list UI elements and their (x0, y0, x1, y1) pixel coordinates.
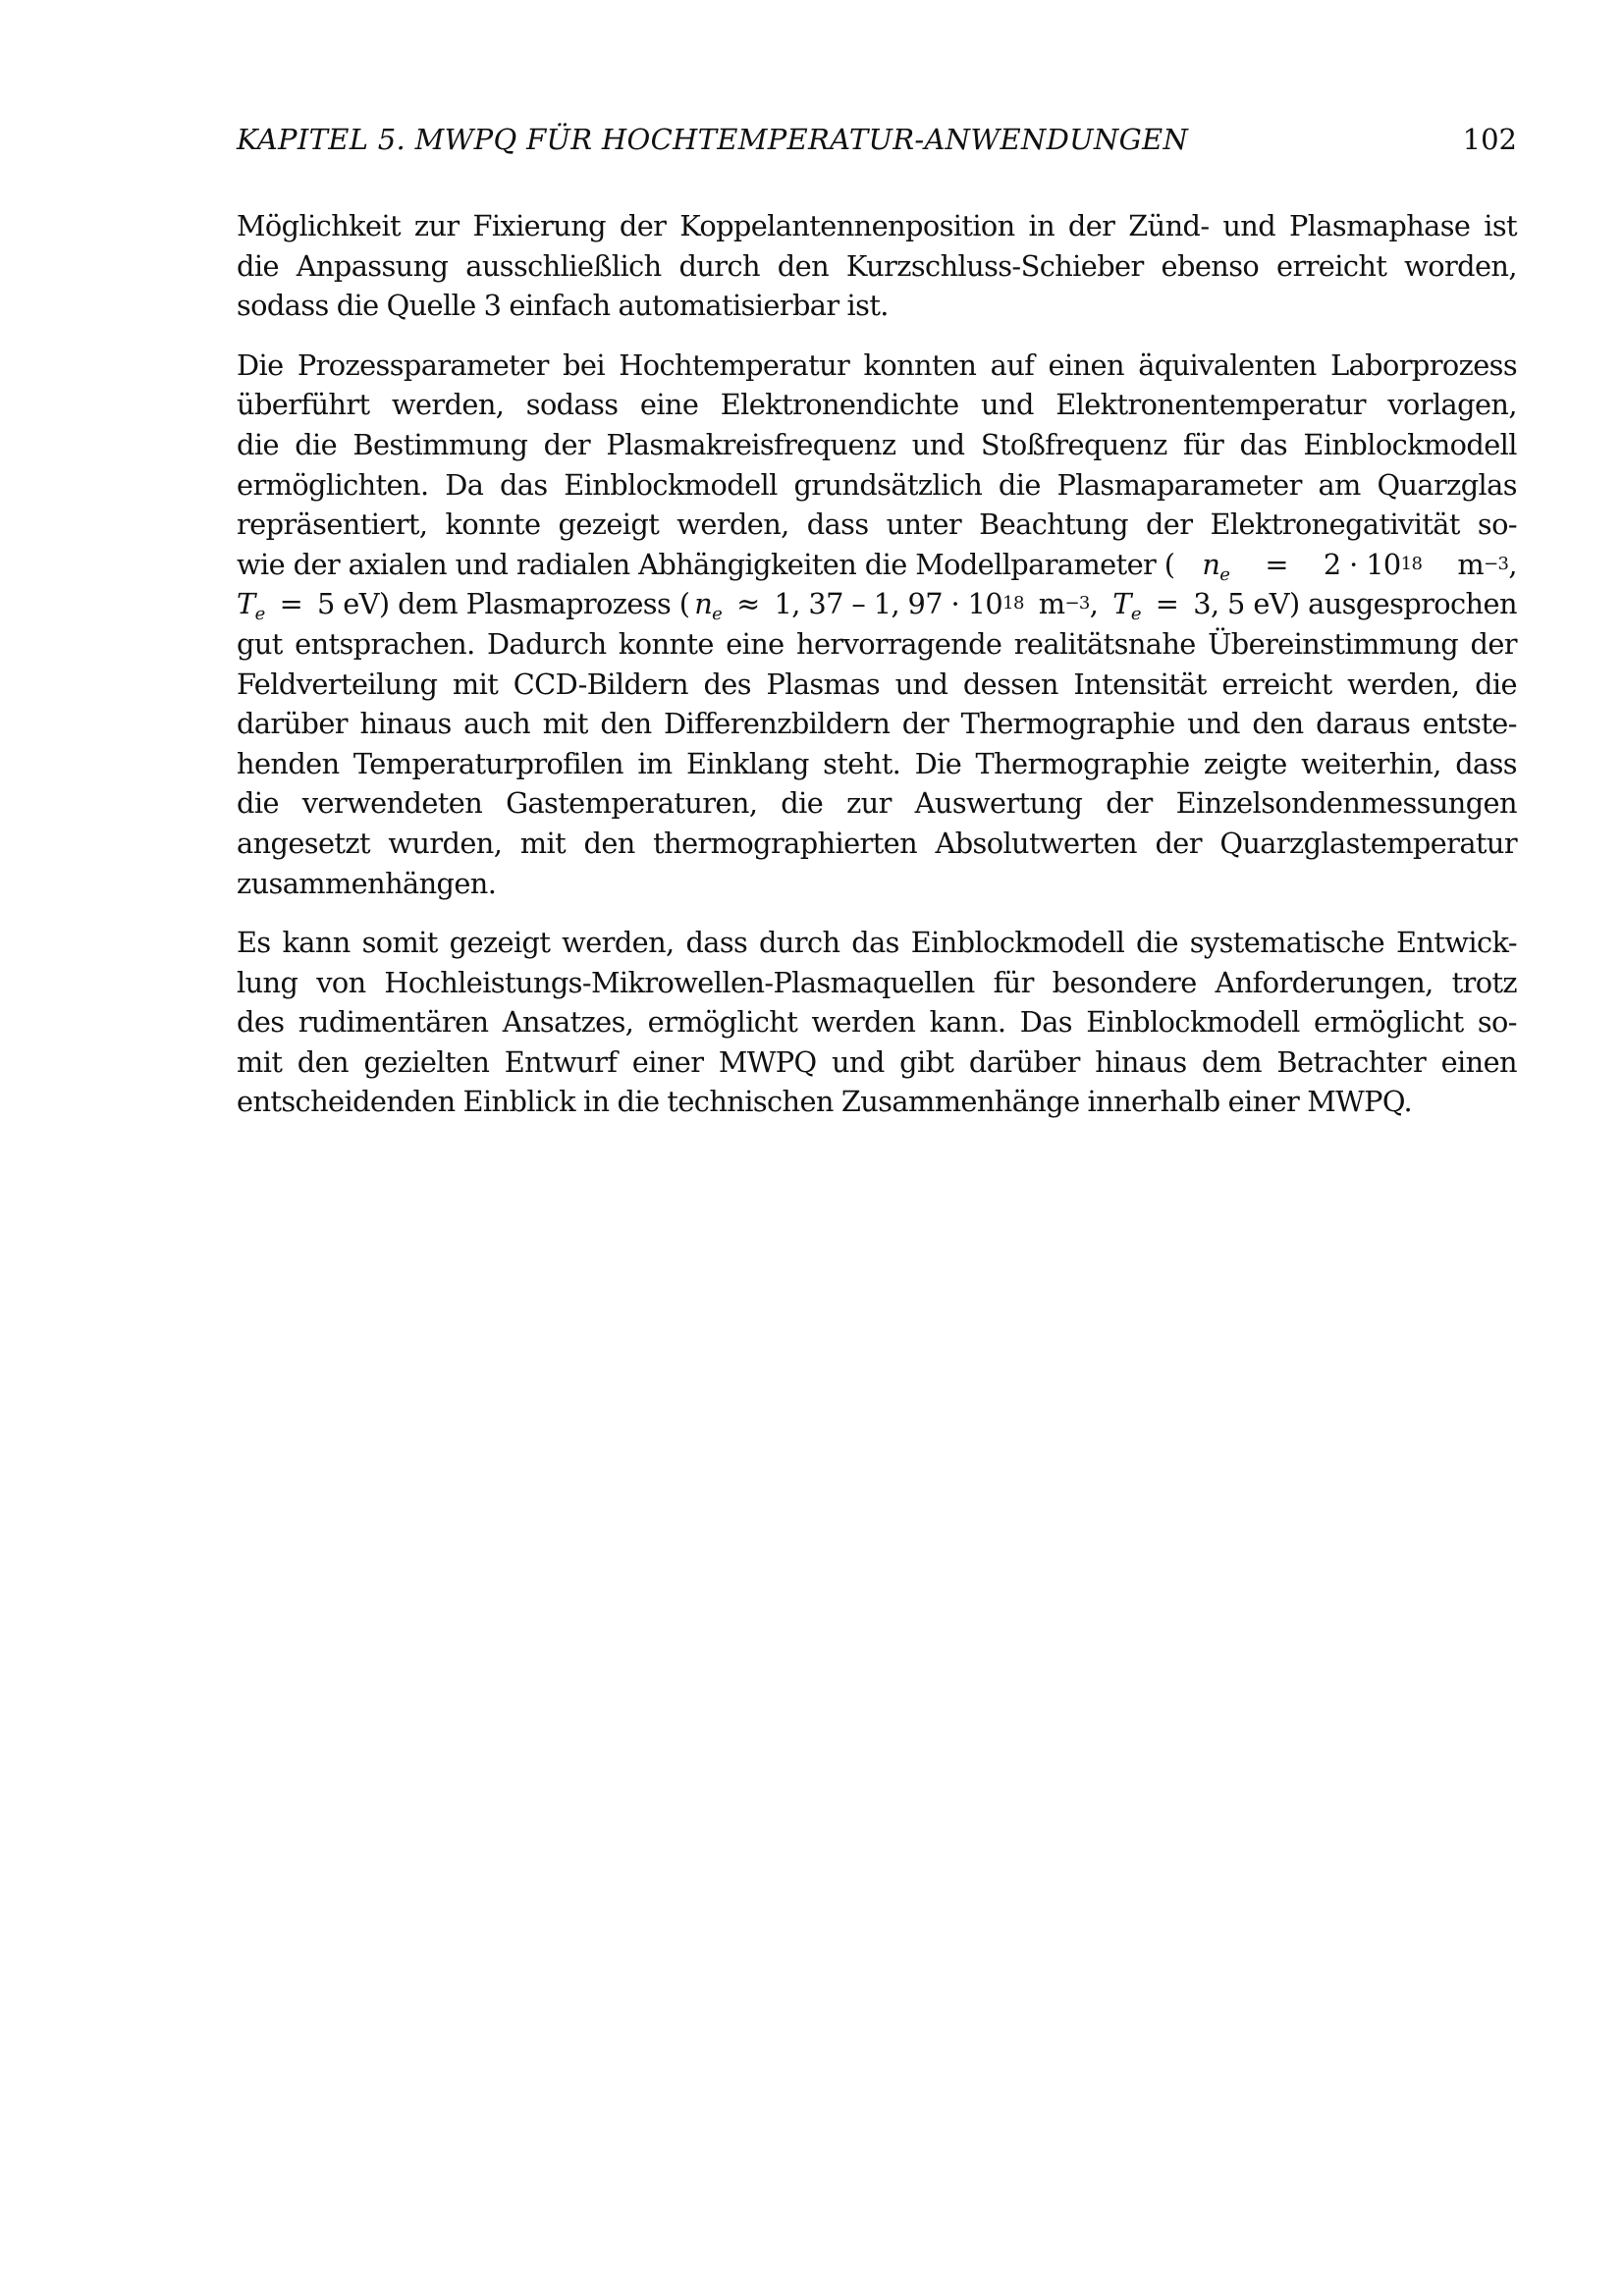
text-line: entscheidenden Einblick in die technischen Zusammenhänge innerhalb einer MWPQ. (237, 1085, 1413, 1119)
text-line: gut entsprachen. Dadurch konnte eine hervorragende realitätsnahe Übereinstimmung der (237, 626, 1517, 661)
text-line: mit den gezielten Entwurf einer MWPQ und gibt darüber hinaus dem Betrachter einen (237, 1044, 1517, 1079)
formula-model-density-value: $2 \cdot 10^{18}$ (1323, 547, 1423, 581)
formula-model-temperature: $T_e$ (237, 587, 265, 625)
text-line: Feldverteilung mit CCD-Bildern des Plasmas und dessen Intensität erreicht werden, die (237, 667, 1517, 701)
text-line: lung von Hochleistungs-Mikrowellen-Plasmaquellen für besondere Anforderungen, trotz (237, 965, 1517, 999)
text-line: ermöglichten. Da das Einblockmodell grundsätzlich die Plasmaparameter am Quarzglas (237, 467, 1517, 502)
text-line: repräsentiert, konnte gezeigt werden, dass unter Beachtung der Elektronegativität so- (237, 507, 1517, 542)
equals-sign: = (1265, 547, 1288, 581)
text-line-formula-2 (237, 584, 1517, 624)
text-line: Möglichkeit zur Fixierung der Koppelantennenposition in der Zünd- und Plasmaphase ist (237, 209, 1517, 242)
text-line: darüber hinaus auch mit den Differenzbildern der Thermographie und den daraus entste- (237, 707, 1517, 741)
formula-unit: $m^{-3}$, (1038, 587, 1099, 621)
text-line: die verwendeten Gastemperaturen, die zur Auswertung der Einzelsondenmessungen (237, 786, 1517, 821)
text-line: henden Temperaturprofilen im Einklang steht. Die Thermographie zeigte weiterhin, dass (237, 746, 1517, 780)
text-line: Die Prozessparameter bei Hochtemperatur konnten auf einen äquivalenten Laborprozess (237, 347, 1517, 382)
text-segment: 3, 5 eV) ausgesprochen (1193, 587, 1517, 621)
formula-process-density: $n_e$ (694, 587, 723, 625)
text-line: des rudimentären Ansatzes, ermöglicht werden kann. Das Einblockmodell ermöglicht so- (237, 1005, 1517, 1040)
paragraph-3 (237, 923, 1517, 1122)
text-line: überführt werden, sodass eine Elektronendichte und Elektronentemperatur vorlagen, (237, 388, 1517, 422)
paragraph-2 (237, 346, 1517, 903)
formula-process-temperature: $T_e$ (1112, 587, 1141, 625)
formula-unit: $m^{-3}$, (1457, 547, 1517, 581)
text-line: die die Bestimmung der Plasmakreisfrequenz und Stoßfrequenz für das Einblockmodell (237, 427, 1517, 461)
text-line: sodass die Quelle 3 einfach automatisierbar ist. (237, 289, 889, 323)
text-line-formula-1 (237, 545, 1517, 585)
equals-sign: = (1155, 587, 1179, 621)
paragraph-1 (237, 206, 1517, 326)
formula-process-density-value: 1, 37 – 1, $97 \cdot 10^{18}$ (774, 587, 1024, 621)
text-line: die Anpassung ausschließlich durch den Kurzschluss-Schieber ebenso erreicht worden, (237, 248, 1517, 283)
text-line: angesetzt wurden, mit den thermographierten Absolutwerten der Quarzglastemperatur (237, 826, 1517, 860)
text-segment: 5 eV) dem Plasmaprozess ( (316, 587, 690, 621)
approx-sign: ≈ (736, 587, 760, 621)
text-line: Es kann somit gezeigt werden, dass durch das Einblockmodell die systematische Entwick- (237, 926, 1517, 960)
text-line: zusammenhängen. (237, 866, 497, 900)
body-text (237, 206, 1517, 1122)
chapter-title: KAPITEL 5. MWPQ FÜR HOCHTEMPERATUR-ANWENDUNGEN (237, 123, 1189, 156)
running-header (237, 120, 1517, 159)
page-number: 102 (1462, 123, 1517, 156)
text-segment: wie der axialen und radialen Abhängigkeiten die Modellparameter ( (237, 547, 1175, 581)
formula-model-density: $n_e$ (1202, 547, 1230, 585)
equals-sign: = (279, 587, 303, 621)
